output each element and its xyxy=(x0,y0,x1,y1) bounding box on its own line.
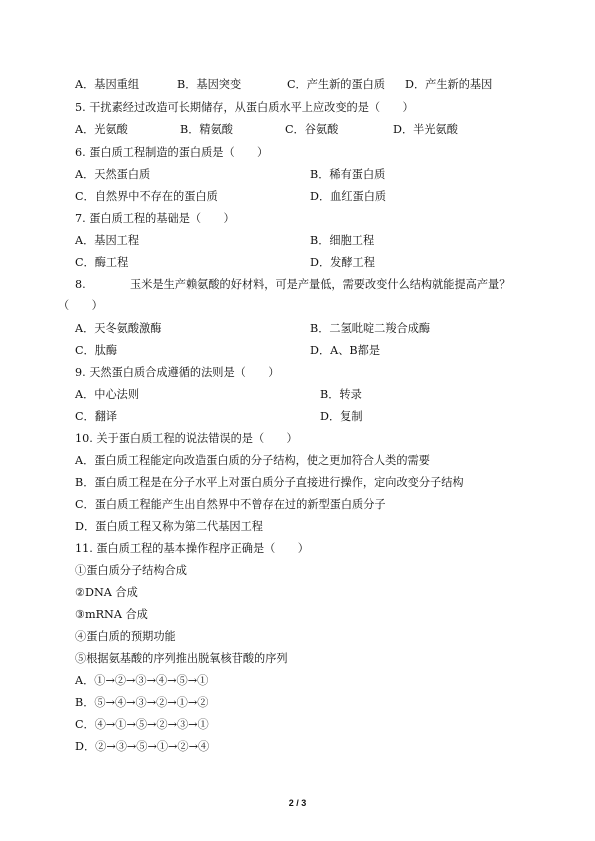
q11-option-d: D．②→③→⑤→①→②→④ xyxy=(75,740,210,753)
q11-step-2: ②DNA 合成 xyxy=(75,586,138,599)
q11-option-b: B．⑤→④→③→②→①→② xyxy=(75,696,209,709)
q6-option-b: B．稀有蛋白质 xyxy=(310,168,386,181)
q9-option-c: C．翻译 xyxy=(75,410,118,423)
q5-stem: 5. 干扰素经过改造可长期储存，从蛋白质水平上应改变的是（ ） xyxy=(75,101,414,114)
q5-option-c: C．谷氨酸 xyxy=(285,123,339,136)
q8-answer-paren: （ ） xyxy=(58,299,103,312)
q4-option-c: C．产生新的蛋白质 xyxy=(287,78,386,91)
q10-option-b: B．蛋白质工程是在分子水平上对蛋白质分子直接进行操作，定向改变分子结构 xyxy=(75,476,464,489)
q6-option-a: A．天然蛋白质 xyxy=(75,168,151,181)
page-number: 2 / 3 xyxy=(288,798,307,808)
q10-stem: 10. 关于蛋白质工程的说法错误的是（ ） xyxy=(75,432,298,445)
q6-option-c: C．自然界中不存在的蛋白质 xyxy=(75,190,218,203)
q7-option-d: D．发酵工程 xyxy=(310,256,375,269)
q8-option-a: A．天冬氨酸激酶 xyxy=(75,322,162,335)
q5-option-a: A．光氨酸 xyxy=(75,123,128,136)
q9-option-b: B．转录 xyxy=(320,388,362,401)
q9-stem: 9. 天然蛋白质合成遵循的法则是（ ） xyxy=(75,366,280,379)
q7-option-b: B．细胞工程 xyxy=(310,234,375,247)
q8-option-b: B．二氢吡啶二羧合成酶 xyxy=(310,322,431,335)
q8-number: 8. xyxy=(75,278,86,291)
q11-step-5: ⑤根据氨基酸的序列推出脱氧核苷酸的序列 xyxy=(75,652,288,665)
q10-option-c: C．蛋白质工程能产生出自然界中不曾存在过的新型蛋白质分子 xyxy=(75,498,386,511)
q11-stem: 11. 蛋白质工程的基本操作程序正确是（ ） xyxy=(75,542,309,555)
q6-stem: 6. 蛋白质工程制造的蛋白质是（ ） xyxy=(75,146,269,159)
q11-option-a: A．①→②→③→④→⑤→① xyxy=(75,674,209,687)
q6-option-d: D．血红蛋白质 xyxy=(310,190,387,203)
q8-stem: 玉米是生产赖氨酸的好材料，可是产量低，需要改变什么结构就能提高产量？ xyxy=(130,278,511,291)
q8-option-d: D．A、B都是 xyxy=(310,344,381,357)
q7-stem: 7. 蛋白质工程的基础是（ ） xyxy=(75,212,235,225)
q5-option-d: D．半光氨酸 xyxy=(393,123,458,136)
q11-option-c: C．④→①→⑤→②→③→① xyxy=(75,718,209,731)
q10-option-a: A．蛋白质工程能定向改造蛋白质的分子结构，使之更加符合人类的需要 xyxy=(75,454,430,467)
q4-option-d: D．产生新的基因 xyxy=(405,78,493,91)
q8-option-c: C．肽酶 xyxy=(75,344,118,357)
q5-option-b: B．精氨酸 xyxy=(180,123,233,136)
q10-option-d: D．蛋白质工程又称为第二代基因工程 xyxy=(75,520,263,533)
q7-option-a: A．基因工程 xyxy=(75,234,140,247)
q11-step-3: ③mRNA 合成 xyxy=(75,608,148,621)
q9-option-d: D．复制 xyxy=(320,410,363,423)
q7-option-c: C．酶工程 xyxy=(75,256,129,269)
q4-option-a: A．基因重组 xyxy=(75,78,140,91)
q11-step-4: ④蛋白质的预期功能 xyxy=(75,630,176,643)
q9-option-a: A．中心法则 xyxy=(75,388,140,401)
q4-option-b: B．基因突变 xyxy=(177,78,242,91)
q11-step-1: ①蛋白质分子结构合成 xyxy=(75,564,187,577)
